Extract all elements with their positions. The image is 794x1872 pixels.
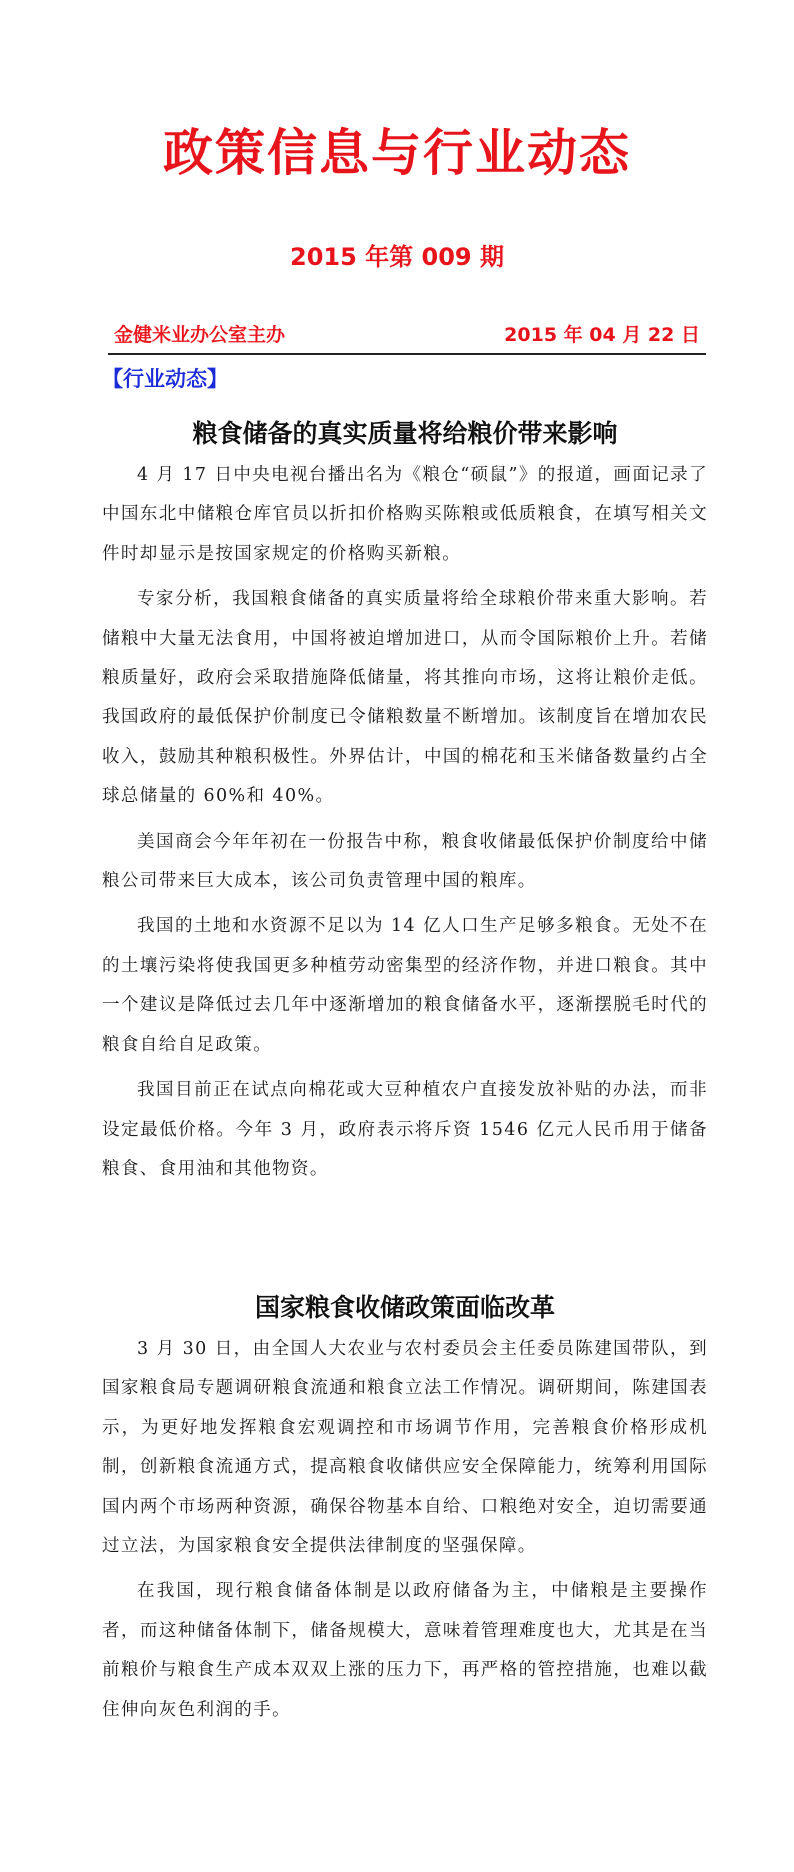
article-title: 国家粮食收储政策面临改革 [254, 1293, 555, 1322]
article-grain-reserve-quality [102, 412, 708, 1189]
article-paragraph: 专家分析，我国粮食储备的真实质量将给全球粮价带来重大影响。若储粮中大量无法食用，中国将被迫增加进口，从而令国际粮价上升。若储粮质量好，政府会采取措施降低储量，将其推向市场，这将让粮价走低。我国政府的最低保护价制度已令储粮数量不断增加。该制度旨在增加农民收入，鼓励其种粮积极性。外界估计，中国的棉花和玉米储备数量约占全球总储量的 60%和 40%。 [102, 589, 708, 807]
article-title: 粮食储备的真实质量将给粮价带来影响 [192, 419, 618, 448]
publication-date: 2015 年 04 月 22 日 [504, 324, 700, 346]
header-divider [108, 353, 706, 355]
article-paragraph: 4 月 17 日中央电视台播出名为《粮仓“硕鼠”》的报道，画面记录了中国东北中储粮仓库官员以折扣价格购买陈粮或低质粮食，在填写相关文件时却显示是按国家规定的价格购买新粮。 [102, 465, 708, 564]
issue-number: 2015 年第 009 期 [290, 243, 504, 271]
article-paragraph: 我国目前正在试点向棉花或大豆种植农户直接发放补贴的办法，而非设定最低价格。今年 3 月，政府表示将斥资 1546 亿元人民币用于储备粮食、食用油和其他物资。 [102, 1080, 708, 1179]
article-paragraph: 在我国，现行粮食储备体制是以政府储备为主，中储粮是主要操作者，而这种储备体制下，储备规模大，意味着管理难度也大，尤其是在当前粮价与粮食生产成本双双上涨的压力下，再严格的管控措施，也难以截住伸向灰色利润的手。 [102, 1581, 708, 1720]
publication-info [108, 318, 706, 352]
publisher-label: 金健米业办公室主办 [114, 324, 286, 346]
section-tag: 【行业动态】 [102, 367, 228, 391]
article-grain-policy-reform [102, 1286, 708, 1730]
article-paragraph: 美国商会今年年初在一份报告中称，粮食收储最低保护价制度给中储粮公司带来巨大成本，该公司负责管理中国的粮库。 [102, 831, 708, 892]
article-paragraph: 我国的土地和水资源不足以为 14 亿人口生产足够多粮食。无处不在的土壤污染将使我国更多种植劳动密集型的经济作物，并进口粮食。其中一个建议是降低过去几年中逐渐增加的粮食储备水平，逐渐摆脱毛时代的粮食自给自足政策。 [102, 916, 708, 1055]
newsletter-title: 政策信息与行业动态 [163, 124, 631, 182]
article-paragraph: 3 月 30 日，由全国人大农业与农村委员会主任委员陈建国带队，到国家粮食局专题调研粮食流通和粮食立法工作情况。调研期间，陈建国表示，为更好地发挥粮食宏观调控和市场调节作用，完善粮食价格形成机制，创新粮食流通方式，提高粮食收储供应安全保障能力，统筹利用国际国内两个市场两种资源，确保谷物基本自给、口粮绝对安全，迫切需要通过立法，为国家粮食安全提供法律制度的坚强保障。 [102, 1339, 708, 1557]
